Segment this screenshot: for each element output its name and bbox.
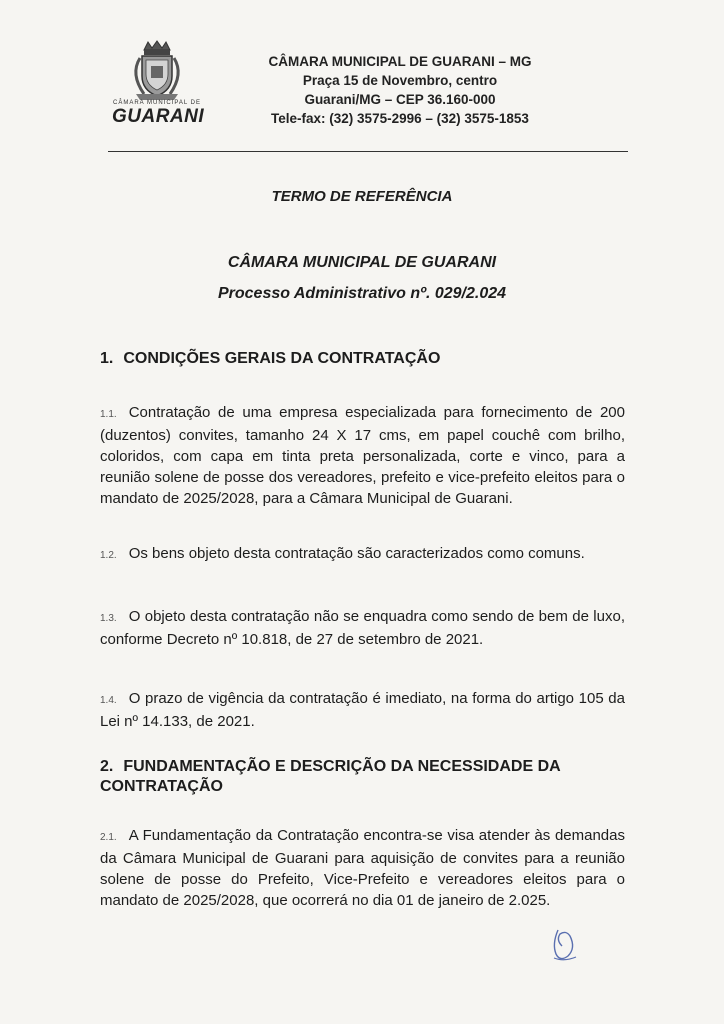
process-number: Processo Administrativo nº. 029/2.024 bbox=[217, 285, 507, 302]
clause-number: 1.3. bbox=[100, 613, 117, 624]
section-title: CONDIÇÕES GERAIS DA CONTRATAÇÃO bbox=[123, 350, 441, 367]
clause-text: A Fundamentação da Contratação encontra-se visa atender às demandas da Câmara Municipal de Guarani para aquisição de convites para a reunião solene de posse do Prefeito, Vice-Prefeito e vereadores eleitos para o mandato de 2025/2028, que ocorrerá no dia 01 de janeiro de 2.025. bbox=[100, 827, 625, 909]
clause-1-4 bbox=[100, 688, 625, 732]
clause-text: O objeto desta contratação não se enquadra como sendo de bem de luxo, conforme Decreto nº 10.818, de 27 de setembro de 2021. bbox=[100, 608, 625, 648]
clause-2-1 bbox=[100, 825, 625, 911]
clause-number: 2.1. bbox=[100, 832, 117, 843]
section-number: 1. bbox=[100, 350, 114, 367]
address-line-city: Guarani/MG – CEP 36.160-000 bbox=[304, 92, 496, 107]
header-divider bbox=[108, 151, 628, 152]
section-number: 2. bbox=[100, 758, 114, 775]
clause-1-2 bbox=[100, 543, 625, 566]
clause-text: O prazo de vigência da contratação é imediato, na forma do artigo 105 da Lei nº 14.133, de 2021. bbox=[100, 690, 625, 730]
clause-1-3 bbox=[100, 606, 625, 650]
letterhead-address bbox=[230, 52, 570, 128]
clause-number: 1.1. bbox=[100, 409, 117, 420]
crest-caption-small: CÂMARA MUNICIPAL DE bbox=[112, 100, 201, 106]
address-line-street: Praça 15 de Novembro, centro bbox=[302, 73, 498, 88]
address-line-phone: Tele-fax: (32) 3575-2996 – (32) 3575-1853 bbox=[271, 111, 529, 126]
section-heading-1 bbox=[100, 349, 625, 369]
handwritten-initials-signature bbox=[548, 924, 582, 964]
section-title: FUNDAMENTAÇÃO E DESCRIÇÃO DA NECESSIDADE DA CONTRATAÇÃO bbox=[100, 758, 561, 795]
clause-number: 1.2. bbox=[100, 550, 117, 561]
document-title: TERMO DE REFERÊNCIA bbox=[271, 188, 453, 205]
clause-text: Contratação de uma empresa especializada para fornecimento de 200 (duzentos) convites, tamanho 24 X 17 cms, em papel couchê com brilho, coloridos, com capa em tinta preta personalizada, corte e vinco, para a reunião solene de posse dos vereadores, prefeito e vice-prefeito eleitos para o mandato de 2025/2028, para a Câmara Municipal de Guarani. bbox=[100, 404, 625, 507]
clause-text: Os bens objeto desta contratação são caracterizados como comuns. bbox=[128, 545, 585, 562]
municipal-crest-logo bbox=[112, 40, 205, 130]
crest-caption: GUARANI bbox=[112, 106, 205, 127]
section-heading-2 bbox=[100, 757, 625, 797]
address-line-org: CÂMARA MUNICIPAL DE GUARANI – MG bbox=[268, 54, 532, 69]
clause-1-1 bbox=[100, 402, 625, 509]
organization-title: CÂMARA MUNICIPAL DE GUARANI bbox=[227, 254, 497, 271]
crest-emblem-icon bbox=[122, 40, 192, 102]
clause-number: 1.4. bbox=[100, 695, 117, 706]
